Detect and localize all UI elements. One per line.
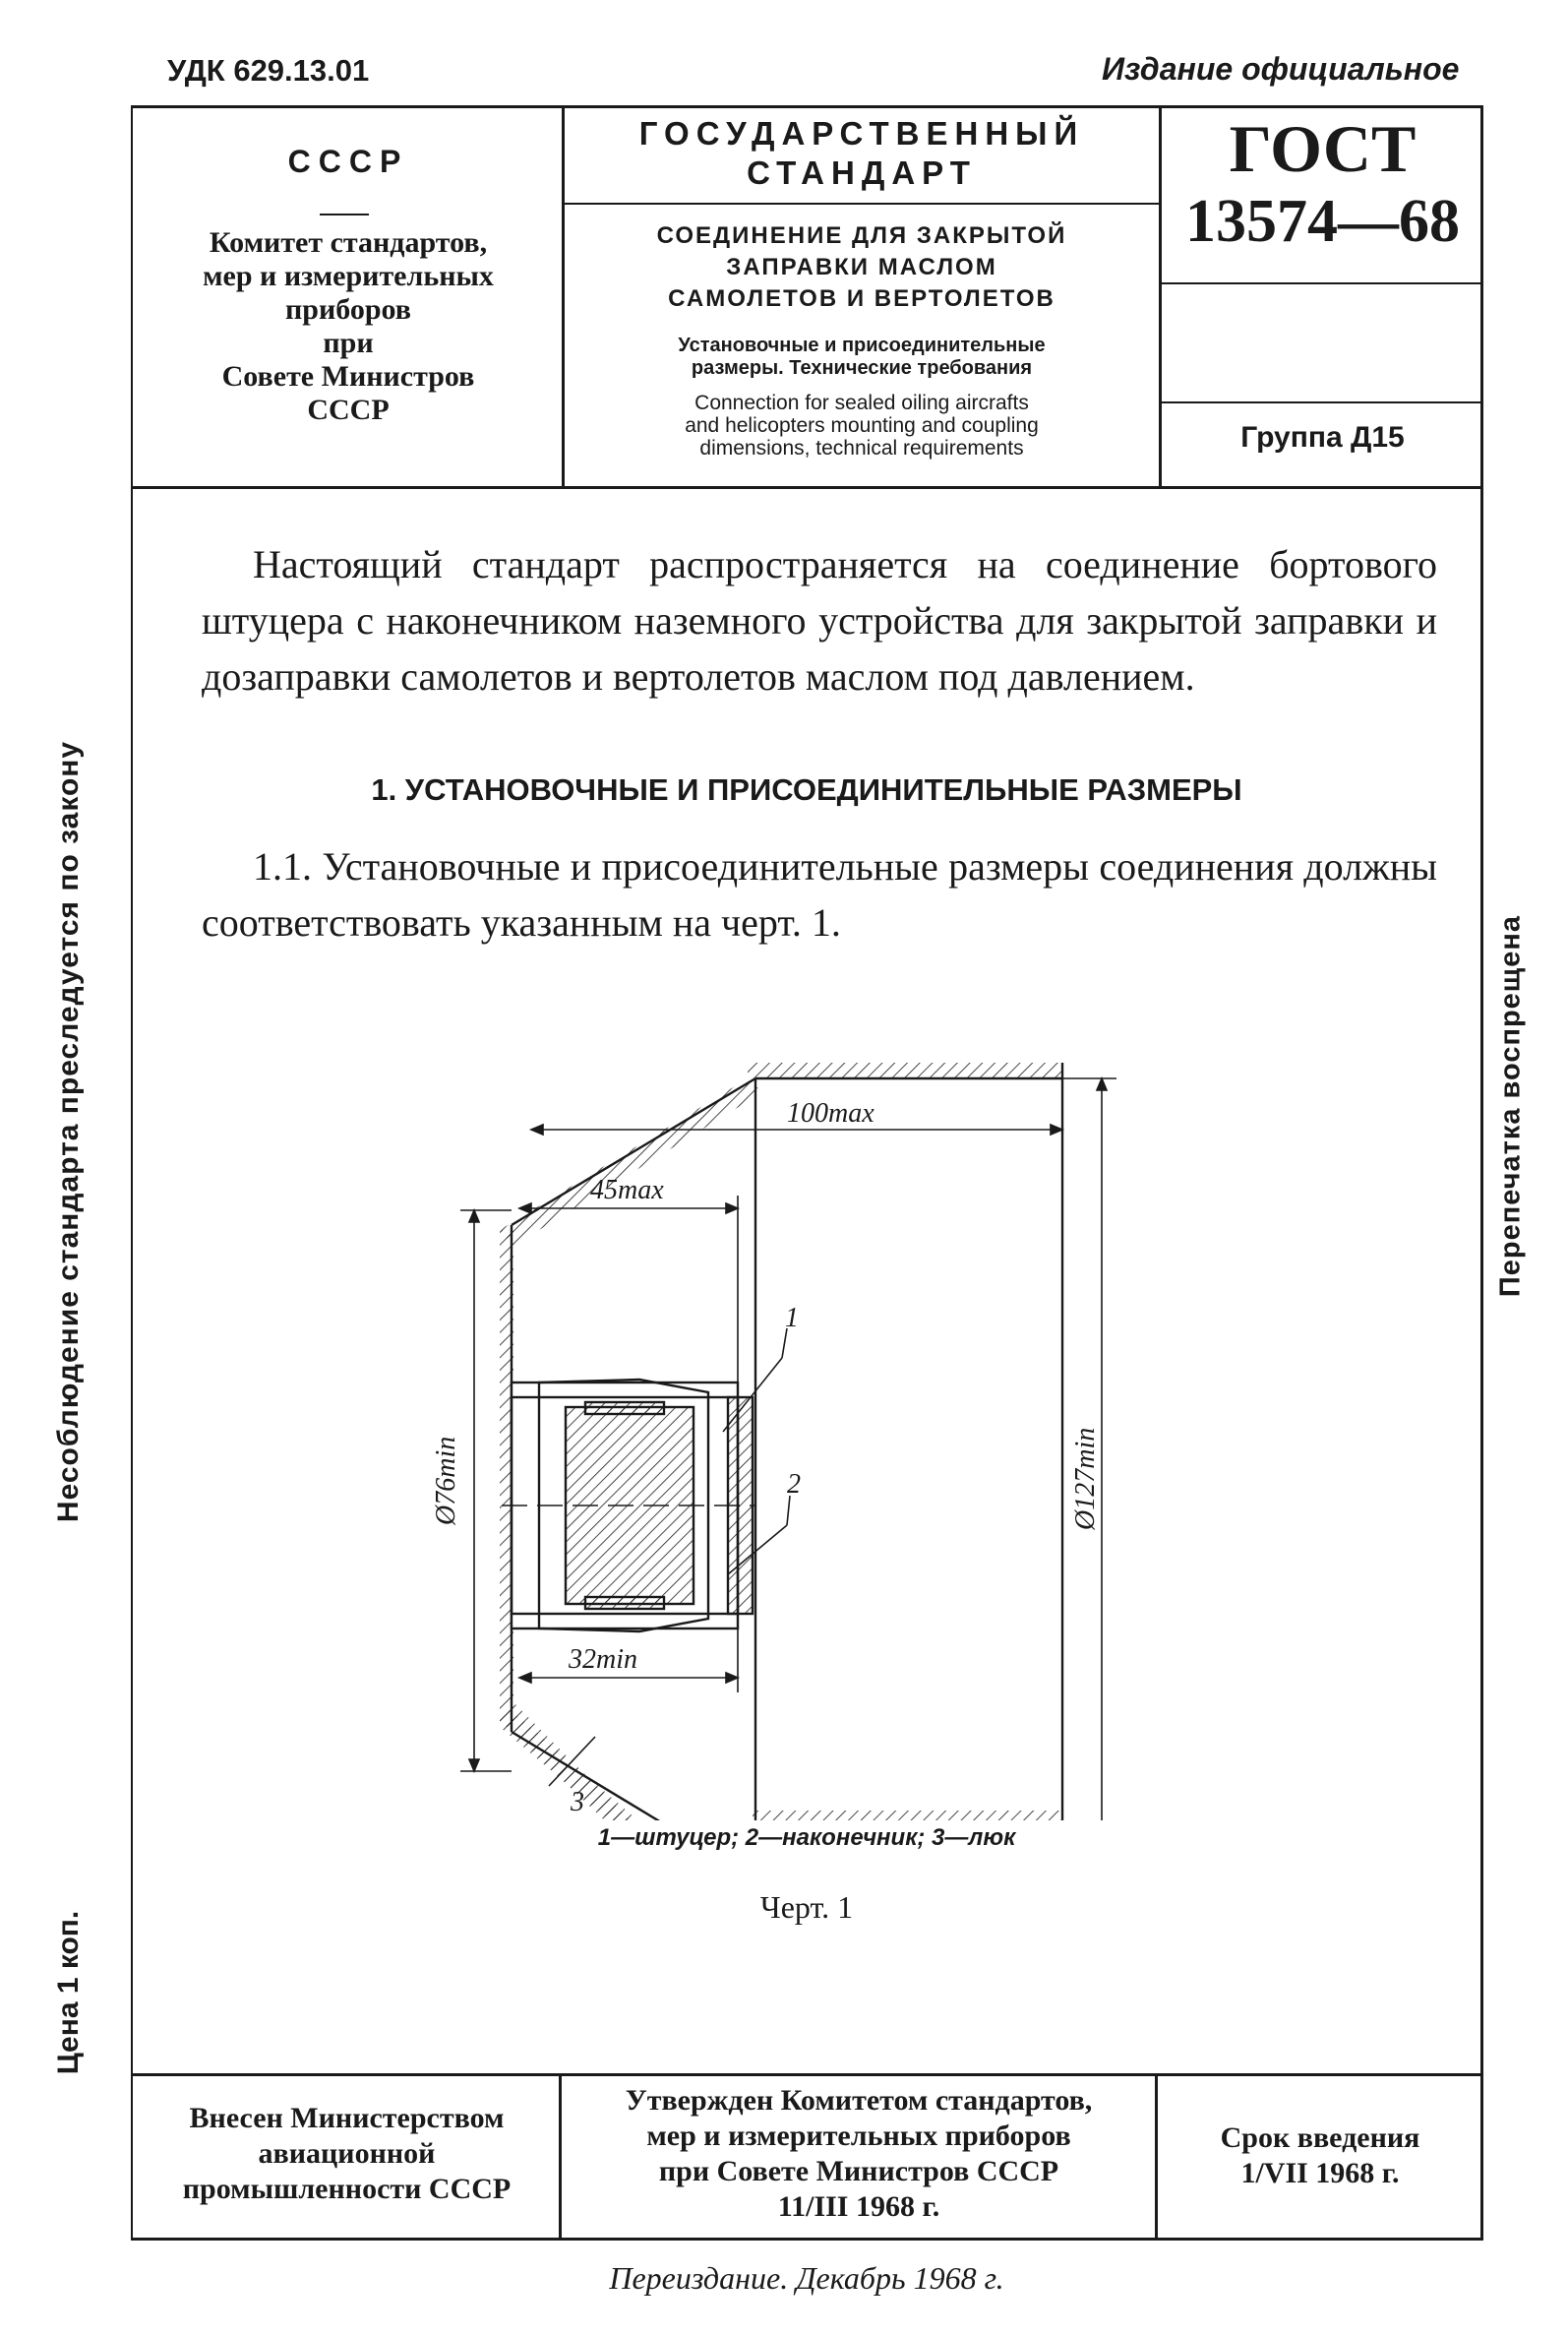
approved-line-3: при Совете Министров СССР	[658, 2155, 1059, 2187]
standard-title-en	[567, 392, 1157, 460]
introduced-line-2: авиационной	[258, 2137, 436, 2170]
left-margin-notice: Несоблюдение стандарта преследуется по закону	[52, 740, 85, 1523]
state-standard-heading	[567, 114, 1157, 193]
title-en-line-1: Connection for sealed oiling aircrafts	[694, 392, 1029, 414]
committee-line-4: при	[323, 327, 374, 359]
committee-line-1: Комитет стандартов,	[209, 226, 488, 259]
section-1-heading: 1. УСТАНОВОЧНЫЕ И ПРИСОЕДИНИТЕЛЬНЫЕ РАЗМЕРЫ	[371, 772, 1242, 807]
standard-title-ru	[567, 220, 1157, 315]
introduced-line-3: промышленности СССР	[182, 2173, 512, 2205]
edition-note: Издание официальное	[1102, 51, 1460, 87]
approved-line-2: мер и измерительных приборов	[646, 2120, 1071, 2152]
introduced-by	[138, 2101, 556, 2207]
gost-label: ГОСТ	[1229, 111, 1417, 186]
state-standard-line-1: ГОСУДАРСТВЕННЫЙ	[638, 115, 1085, 152]
effective-date	[1159, 2120, 1481, 2191]
item-2-label: 2	[787, 1469, 801, 1500]
committee-line-3: приборов	[285, 293, 411, 326]
title-ru-line-1: СОЕДИНЕНИЕ ДЛЯ ЗАКРЫТОЙ	[656, 222, 1067, 249]
figure-caption: Черт. 1	[759, 1889, 854, 1925]
gost-number-underline	[1162, 282, 1483, 284]
figure-legend: 1—штуцер; 2—наконечник; 3—люк	[597, 1824, 1016, 1851]
title-ru-line-3: САМОЛЕТОВ И ВЕРТОЛЕТОВ	[668, 285, 1055, 312]
country-label: СССР	[287, 144, 409, 179]
dim-127min-label: Ø127min	[1070, 1427, 1101, 1530]
footer-top-line	[131, 2073, 1483, 2076]
item-3-label: 3	[571, 1787, 584, 1817]
committee-line-2: мер и измерительных	[203, 260, 494, 292]
dim-100max-label: 100max	[787, 1098, 874, 1129]
group-label: Группа Д15	[1240, 421, 1405, 454]
approved-line-4: 11/III 1968 г.	[777, 2190, 940, 2223]
committee-line-5: Совете Министров	[221, 360, 475, 393]
country-dash	[320, 214, 369, 215]
footer-divider-left	[559, 2073, 562, 2239]
intro-paragraph: Настоящий стандарт распространяется на соединение бортового штуцера с наконечником наземного устройства для закрытой заправки и дозаправки самолетов и вертолетов маслом под давлением.	[202, 542, 1437, 699]
right-margin-notice: Перепечатка воспрещена	[1494, 914, 1527, 1298]
effective-line-1: Срок введения	[1220, 2121, 1420, 2154]
effective-line-2: 1/VII 1968 г.	[1240, 2157, 1400, 2189]
gost-number: 13574—68	[1185, 188, 1460, 255]
approved-by	[564, 2083, 1154, 2225]
drawing-figure-1	[393, 1063, 1141, 1820]
section-1-paragraph: 1.1. Установочные и присоединительные размеры соединения должны соответствовать указанным на черт. 1.	[202, 844, 1437, 945]
dim-45max-label: 45max	[590, 1175, 664, 1205]
udk-code: УДК 629.13.01	[167, 53, 370, 88]
title-en-line-2: and helicopters mounting and coupling	[685, 414, 1039, 437]
title-ru-line-2: ЗАПРАВКИ МАСЛОМ	[726, 254, 997, 280]
title-block-bottom-line	[131, 486, 1483, 489]
footer-divider-right	[1155, 2073, 1158, 2239]
title-block-divider-left	[562, 105, 565, 489]
subtitle-ru-line-1: Установочные и присоединительные	[678, 335, 1046, 356]
group-overline	[1162, 401, 1483, 403]
committee-line-6: СССР	[307, 394, 390, 426]
item-1-label: 1	[785, 1303, 799, 1333]
introduced-line-1: Внесен Министерством	[189, 2102, 505, 2134]
state-standard-underline	[565, 203, 1159, 205]
title-en-line-3: dimensions, technical requirements	[699, 437, 1024, 460]
dim-76min-label: Ø76min	[431, 1436, 461, 1525]
subtitle-ru-line-2: размеры. Технические требования	[691, 357, 1033, 379]
reissue-note: Переиздание. Декабрь 1968 г.	[609, 2260, 1004, 2296]
price-label: Цена 1 коп.	[52, 1910, 85, 2075]
approved-line-1: Утвержден Комитетом стандартов,	[625, 2084, 1093, 2117]
dim-32min-label: 32min	[569, 1644, 637, 1675]
state-standard-line-2: СТАНДАРТ	[747, 154, 977, 191]
standard-subtitle-ru	[567, 335, 1157, 380]
committee-block	[138, 226, 559, 427]
